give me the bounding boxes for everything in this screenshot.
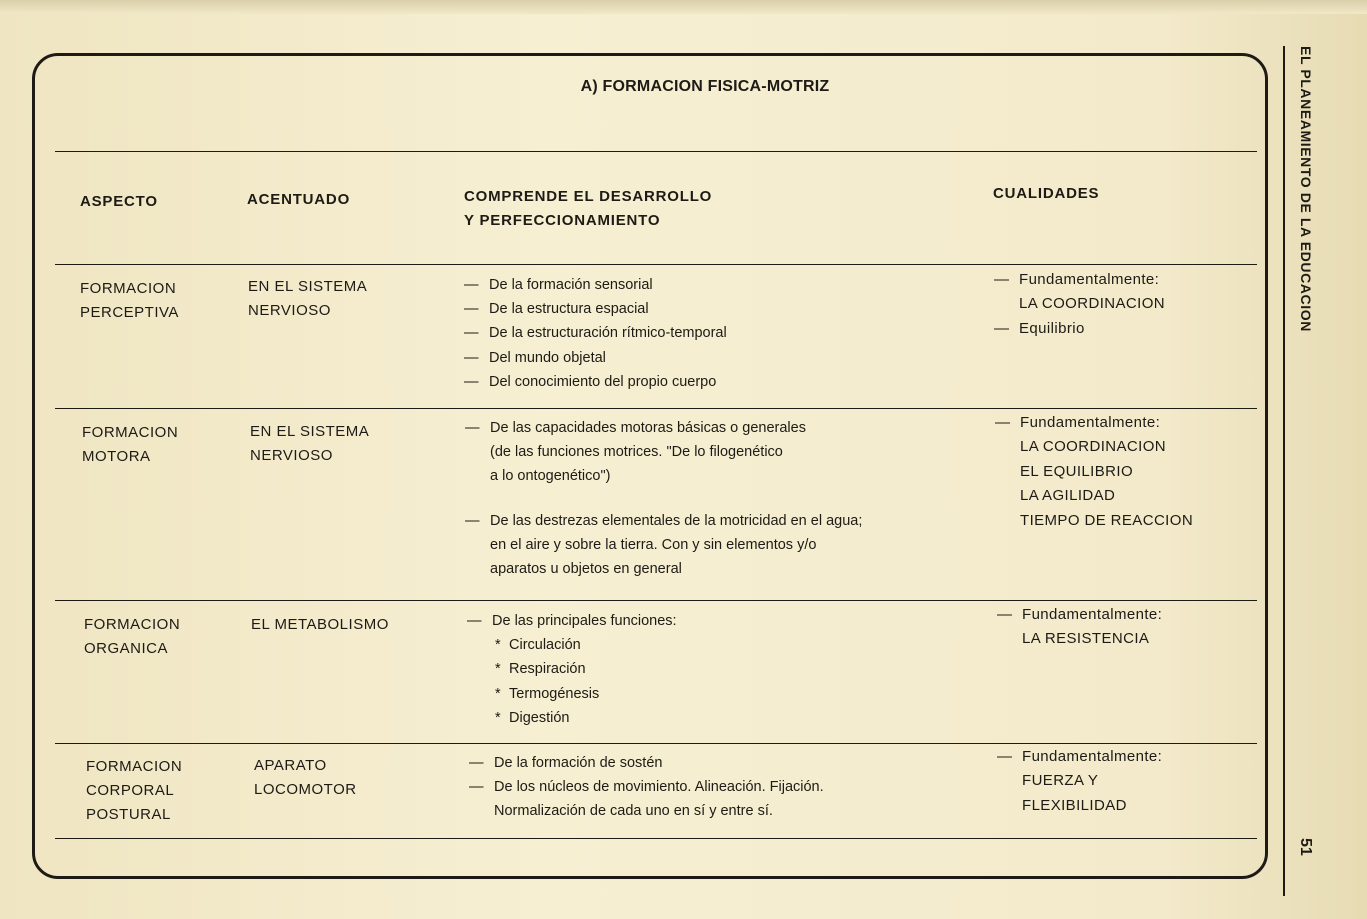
row-2-comprende-list bbox=[465, 416, 862, 581]
list-item: — Fundamentalmente: bbox=[997, 745, 1162, 769]
row-4-cualidades-list bbox=[997, 745, 1162, 818]
list-item-text: Termogénesis bbox=[509, 685, 600, 702]
list-item: en el aire y sobre la tierra. Con y sin elementos y/o bbox=[490, 536, 817, 553]
row-2-acentuado bbox=[250, 420, 369, 468]
list-item: — De las destrezas elementales de la motricidad en el agua; bbox=[465, 509, 862, 533]
page-number: 51 bbox=[1297, 838, 1314, 856]
list-item: LA AGILIDAD bbox=[1020, 487, 1116, 505]
row-1-acentuado-line: EN EL SISTEMA bbox=[248, 278, 368, 295]
list-item: TIEMPO DE REACCION bbox=[1020, 511, 1194, 529]
list-item: — De la estructura espacial bbox=[464, 297, 727, 321]
row-2-cualidades-list bbox=[995, 411, 1193, 533]
header-comprende-line: COMPRENDE EL DESARROLLO bbox=[464, 188, 713, 205]
row-1-aspecto-line: PERCEPTIVA bbox=[80, 304, 179, 321]
list-item: FLEXIBILIDAD bbox=[1022, 796, 1127, 814]
row-3-acentuado-line: EL METABOLISMO bbox=[251, 616, 389, 633]
list-item: a lo ontogenético") bbox=[490, 468, 611, 485]
rule-row-3 bbox=[55, 743, 1257, 744]
margin-rule bbox=[1283, 46, 1285, 896]
row-2-aspecto bbox=[82, 421, 178, 469]
list-item-text: Circulación bbox=[509, 637, 581, 654]
row-4-acentuado bbox=[254, 754, 357, 802]
row-3-aspecto-line: FORMACION bbox=[84, 616, 181, 633]
list-item: — De los núcleos de movimiento. Alineación. Fijación. bbox=[469, 775, 824, 799]
rule-row-1 bbox=[55, 408, 1257, 409]
list-item: — Equilibrio bbox=[994, 317, 1165, 341]
row-1-acentuado bbox=[248, 275, 367, 323]
row-4-aspecto-line: POSTURAL bbox=[86, 806, 171, 823]
list-item: — Del conocimiento del propio cuerpo bbox=[464, 370, 727, 394]
list-item: LA COORDINACION bbox=[1020, 438, 1167, 456]
row-3-comprende-list bbox=[467, 609, 677, 730]
row-4-acentuado-line: APARATO bbox=[254, 757, 327, 774]
page-top-edge bbox=[0, 0, 1367, 14]
list-item bbox=[467, 633, 677, 657]
row-4-comprende-list bbox=[469, 751, 824, 824]
row-3-cualidades-list bbox=[997, 603, 1162, 652]
row-3-acentuado bbox=[251, 613, 389, 637]
running-header: EL PLANEAMIENTO DE LA EDUCACION bbox=[1298, 46, 1314, 332]
list-item: Normalización de cada uno en sí y entre sí. bbox=[494, 803, 773, 820]
rule-header-bottom bbox=[55, 264, 1257, 265]
header-acentuado: ACENTUADO bbox=[247, 191, 351, 208]
list-item bbox=[467, 682, 677, 706]
row-1-comprende-list bbox=[464, 273, 727, 394]
list-item: FUERZA Y bbox=[1022, 772, 1099, 790]
list-item bbox=[467, 657, 677, 681]
list-item: aparatos u objetos en general bbox=[490, 561, 682, 578]
rule-top bbox=[55, 151, 1257, 152]
row-3-aspecto bbox=[84, 613, 180, 661]
row-1-acentuado-line: NERVIOSO bbox=[248, 302, 331, 319]
list-item: EL EQUILIBRIO bbox=[1020, 462, 1134, 480]
row-1-aspecto bbox=[80, 277, 179, 325]
list-item-text: Digestión bbox=[509, 709, 570, 726]
row-2-aspecto-line: FORMACION bbox=[82, 424, 179, 441]
table-title: A) FORMACION FISICA-MOTRIZ bbox=[580, 78, 830, 95]
row-2-aspecto-line: MOTORA bbox=[82, 448, 151, 465]
row-1-aspecto-line: FORMACION bbox=[80, 280, 177, 297]
list-item: LA RESISTENCIA bbox=[1022, 630, 1150, 648]
list-item: — Fundamentalmente: bbox=[994, 268, 1165, 292]
list-item: (de las funciones motrices. "De lo filogenético bbox=[490, 444, 783, 461]
list-item bbox=[467, 706, 677, 730]
header-cualidades: CUALIDADES bbox=[993, 185, 1100, 202]
list-item: — De las principales funciones: bbox=[467, 609, 677, 633]
header-aspecto: ASPECTO bbox=[80, 193, 158, 210]
rule-row-2 bbox=[55, 600, 1257, 601]
list-item: — Fundamentalmente: bbox=[995, 411, 1193, 435]
list-item: — De la formación sensorial bbox=[464, 273, 727, 297]
list-item: — De la formación de sostén bbox=[469, 751, 824, 775]
header-comprende bbox=[464, 185, 712, 233]
row-4-aspecto bbox=[86, 755, 182, 827]
row-4-aspecto-line: FORMACION bbox=[86, 758, 183, 775]
list-item: — De las capacidades motoras básicas o generales bbox=[465, 416, 862, 440]
list-item: — Del mundo objetal bbox=[464, 346, 727, 370]
list-item-text: Respiración bbox=[509, 661, 586, 678]
list-item: LA COORDINACION bbox=[1019, 295, 1166, 313]
rule-bottom bbox=[55, 838, 1257, 839]
row-3-aspecto-line: ORGANICA bbox=[84, 640, 169, 657]
row-2-acentuado-line: NERVIOSO bbox=[250, 447, 333, 464]
row-2-acentuado-line: EN EL SISTEMA bbox=[250, 423, 370, 440]
list-item: — Fundamentalmente: bbox=[997, 603, 1162, 627]
row-4-aspecto-line: CORPORAL bbox=[86, 782, 175, 799]
header-comprende-line: Y PERFECCIONAMIENTO bbox=[464, 212, 661, 229]
list-item: — De la estructuración rítmico-temporal bbox=[464, 321, 727, 345]
row-4-acentuado-line: LOCOMOTOR bbox=[254, 781, 357, 798]
row-1-cualidades-list bbox=[994, 268, 1165, 341]
